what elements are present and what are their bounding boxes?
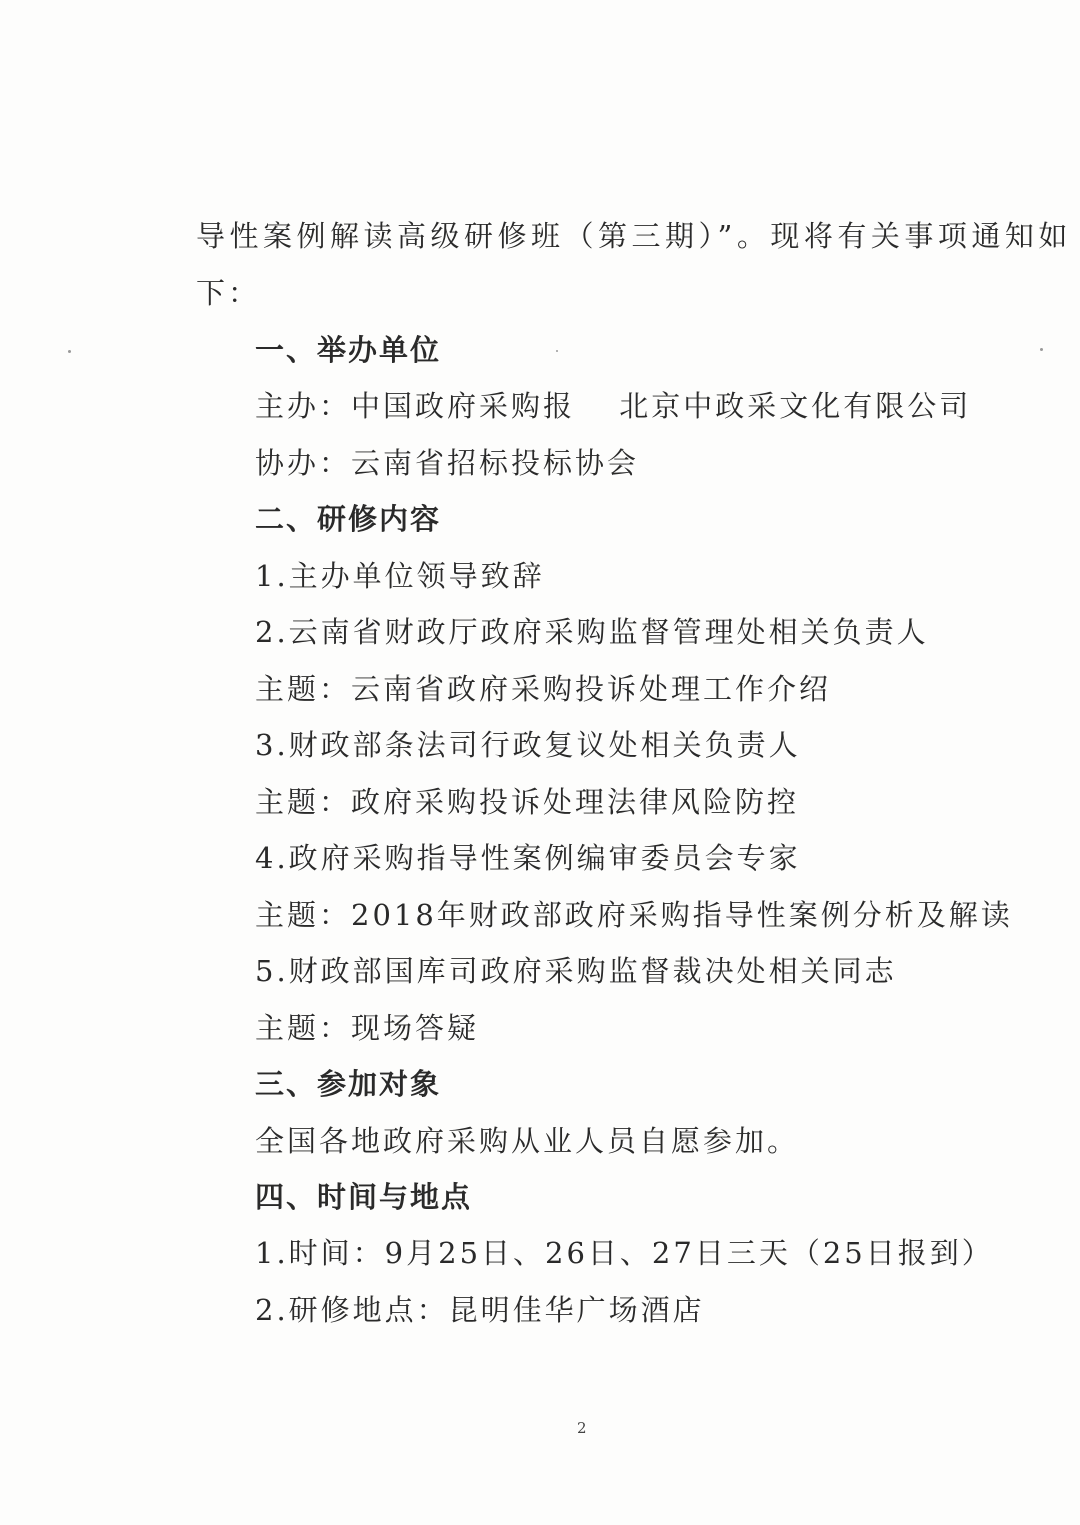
content-item: 3.财政部条法司行政复议处相关负责人 [255,728,801,762]
scan-speck [1040,348,1043,351]
content-item: 主题：2018年财政部政府采购指导性案例分析及解读 [255,898,1013,932]
content-item: 5.财政部国库司政府采购监督裁决处相关同志 [255,954,897,988]
page-number: 2 [577,1419,587,1437]
section-heading-organizers: 一、举办单位 [255,333,442,367]
venue-line: 2.研修地点：昆明佳华广场酒店 [255,1293,705,1327]
content-item: 4.政府采购指导性案例编审委员会专家 [255,841,801,875]
content-item: 1.主办单位领导致辞 [255,559,545,593]
content-item: 主题：现场答疑 [255,1011,480,1045]
co-organizer-line: 协办：云南省招标投标协会 [255,446,640,480]
time-line: 1.时间：9月25日、26日、27日三天（25日报到） [255,1236,994,1270]
section-heading-time-place: 四、时间与地点 [255,1180,473,1214]
content-item: 主题：政府采购投诉处理法律风险防控 [255,785,800,819]
participants-text: 全国各地政府采购从业人员自愿参加。 [255,1124,800,1158]
scan-speck [556,350,558,352]
section-heading-content: 二、研修内容 [255,502,442,536]
intro-line-2: 下： [196,276,261,310]
organizer-line: 主办：中国政府采购报 北京中政采文化有限公司 [255,389,972,423]
content-item: 主题：云南省政府采购投诉处理工作介绍 [255,672,832,706]
intro-line-1: 导性案例解读高级研修班（第三期）”。现将有关事项通知如 [196,219,1072,253]
section-heading-participants: 三、参加对象 [255,1067,442,1101]
content-item: 2.云南省财政厅政府采购监督管理处相关负责人 [255,615,929,649]
scan-speck [68,350,71,353]
